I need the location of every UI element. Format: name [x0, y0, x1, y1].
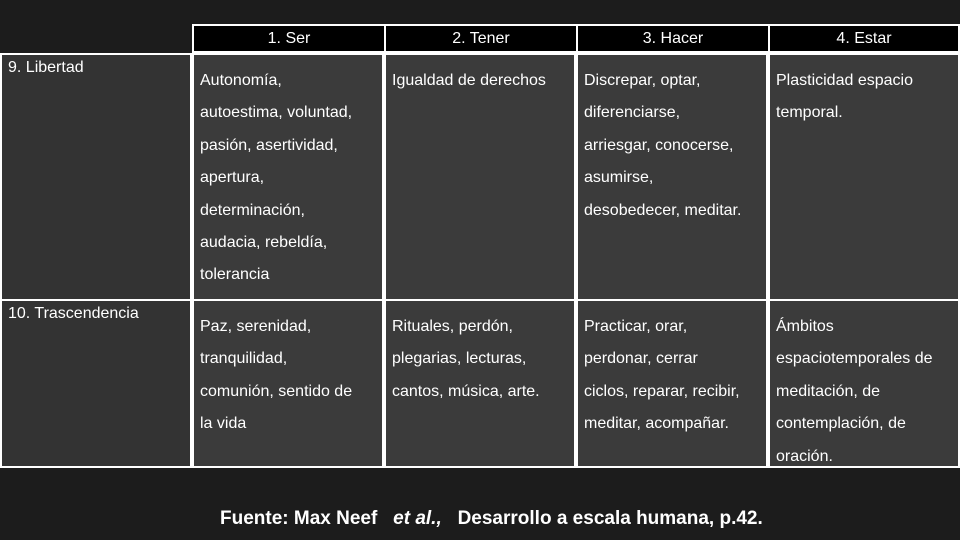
cell-text: Plasticidad espacio temporal. — [776, 72, 913, 122]
cell-text: Paz, serenidad, tranquilidad, comunión, sentido de la vida — [200, 318, 353, 433]
table-cell — [192, 299, 384, 468]
caption-italic: et al., — [393, 508, 442, 529]
column-header-estar: 4. Estar — [768, 24, 960, 53]
table-cell — [576, 53, 768, 301]
table-cell — [768, 53, 960, 301]
cell-text: Rituales, perdón, plegarias, lecturas, cantos, música, arte. — [392, 318, 540, 400]
cell-text: Practicar, orar, perdonar, cerrar ciclos, reparar, recibir, meditar, acompañar. — [584, 318, 740, 433]
table-cell — [192, 53, 384, 301]
cell-text: Autonomía, autoestima, voluntad, pasión, asertividad, apertura, determinación, audacia, rebeldía, tolerancia — [200, 72, 353, 284]
row-label-trascendencia: 10. Trascendencia — [0, 299, 192, 468]
column-header-tener: 2. Tener — [384, 24, 578, 53]
table-cell — [576, 299, 768, 468]
row-label-libertad: 9. Libertad — [0, 53, 192, 301]
table-cell — [384, 299, 576, 468]
cell-text: Discrepar, optar, diferenciarse, arriesgar, conocerse, asumirse, desobedecer, meditar. — [584, 72, 742, 219]
table-cell — [768, 299, 960, 468]
caption-suffix: Desarrollo a escala humana, p.42. — [457, 508, 763, 529]
cell-text: Ámbitos espaciotemporales de meditación, de contemplación, de oración. — [776, 318, 933, 465]
cell-text: Igualdad de derechos — [392, 72, 546, 89]
column-header-ser: 1. Ser — [192, 24, 386, 53]
column-header-hacer: 3. Hacer — [576, 24, 770, 53]
caption-prefix: Fuente: Max Neef — [220, 508, 378, 529]
table-cell — [384, 53, 576, 301]
source-caption — [220, 508, 763, 530]
